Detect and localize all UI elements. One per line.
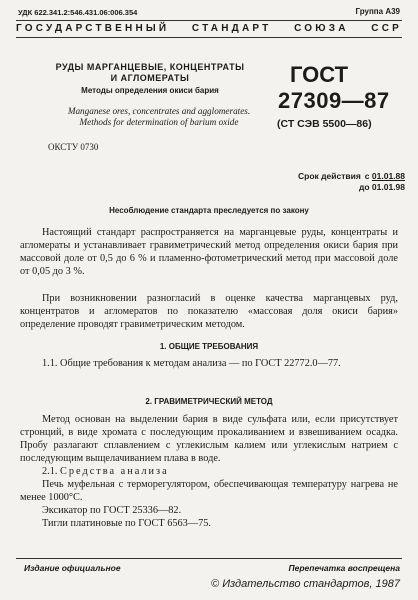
reprint-forbidden: Перепечатка воспрещена (288, 563, 400, 573)
gost-number: 27309—87 (278, 88, 390, 113)
paragraph-analysis-tools-heading (20, 465, 398, 478)
okstu-code: ОКСТУ 0730 (48, 142, 99, 152)
validity-period (240, 171, 405, 193)
paragraph-crucibles: Тигли платиновые по ГОСТ 6563—75. (42, 518, 211, 529)
gost-label: ГОСТ (290, 62, 349, 87)
intro-paragraph (20, 226, 398, 278)
copyright: © Издательство стандартов, 1987 (211, 578, 400, 590)
validity-to-prefix: до (358, 182, 370, 192)
udk-code: УДК 622.341.2:546.431.06:006.354 (18, 8, 138, 17)
title-english-line-2: Methods for determination of barium oxide (79, 116, 239, 127)
paragraph-scope: Настоящий стандарт распространяется на марганцевые руды, концентраты и агломераты и устанавливает гравиметрический метод определения окиси бария при массовой доле от 0,5 до 6 % и пламенно-фотометрический метод при массовой доле от 0,05 до 3 %. (20, 227, 398, 277)
cmea-reference: (СТ СЭВ 5500—86) (277, 118, 372, 130)
section-1-body (20, 357, 398, 370)
header-top-rule (16, 20, 402, 21)
subsection-title: Средства анализа (60, 466, 169, 477)
paragraph-dispute: При возникновении разногласий в оценке качества марганцевых руд, концентратов и агломератов по показателю «массовая доля окиси бария» определение проводят гравиметрическим методом. (20, 293, 398, 330)
standard-header: ГОСУДАРСТВЕННЫЙ СТАНДАРТ СОЮЗА ССР (16, 23, 402, 34)
validity-from-prefix: с (364, 171, 370, 181)
footer-rule (16, 558, 402, 559)
title-english-line-1: Manganese ores, concentrates and agglomerates. (67, 106, 251, 116)
paragraph-furnace: Печь муфельная с терморегулятором, обеспечивающая температуру нагрева не менее 1000°С. (20, 479, 398, 503)
title-line-2: И АГЛОМЕРАТЫ (110, 73, 190, 83)
validity-from-date: 01.01.88 (371, 171, 405, 181)
section-2-body (20, 413, 398, 530)
paragraph-general-requirements: 1.1. Общие требования к методам анализа — по ГОСТ 22772.0—77. (42, 358, 341, 369)
validity-label: Срок действия (298, 171, 361, 181)
dispute-paragraph (20, 292, 398, 331)
section-2-title: 2. ГРАВИМЕТРИЧЕСКИЙ МЕТОД (145, 397, 273, 406)
official-edition: Издание официальное (24, 563, 121, 573)
method-title-russian: Методы определения окиси бария (81, 86, 219, 95)
legal-notice: Несоблюдение стандарта преследуется по закону (109, 206, 309, 215)
title-russian (50, 62, 250, 84)
title-line-1: РУДЫ МАРГАНЦЕВЫЕ, КОНЦЕНТРАТЫ (55, 62, 245, 72)
section-1-title: 1. ОБЩИЕ ТРЕБОВАНИЯ (159, 342, 259, 351)
group-code: Группа А39 (355, 7, 400, 16)
validity-to-date: 01.01.98 (371, 182, 405, 192)
header-bottom-rule (16, 37, 402, 38)
subsection-number: 2.1. (42, 466, 58, 477)
title-english (54, 106, 264, 127)
paragraph-method-basis: Метод основан на выделении бария в виде сульфата или, если присутствует стронций, в виде хромата с последующим прокаливанием и взвешиванием осадка. Пробу разлагают сплавлением с углекислым калием или углекислым натрием с последующим выщелачиванием плава в воде. (20, 414, 398, 464)
paragraph-desiccator: Эксикатор по ГОСТ 25336—82. (42, 505, 182, 516)
